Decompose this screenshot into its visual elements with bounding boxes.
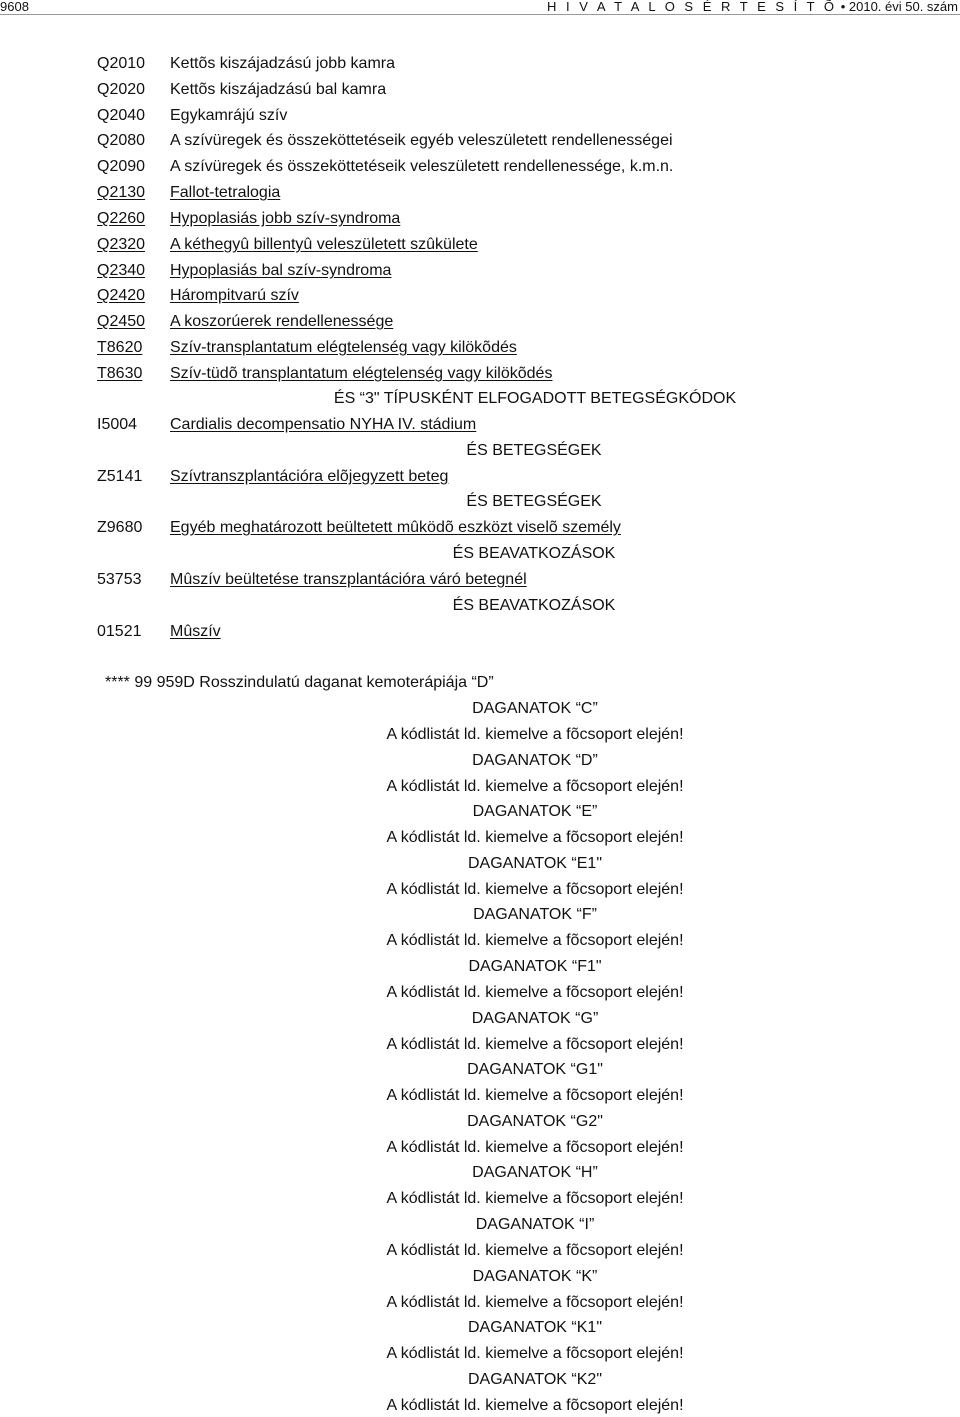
journal-issue (547, 0, 958, 13)
codelist-note: A kódlistát ld. kiemelve a fõcsoport elején! (386, 1397, 684, 1414)
code-z9680: Z9680 (97, 519, 143, 536)
codelist-note: A kódlistát ld. kiemelve a fõcsoport elején! (386, 778, 684, 795)
daganatok-label: DAGANATOK “F1" (468, 958, 602, 975)
description-cell: Kettõs kiszájadzású bal kamra (170, 81, 387, 98)
code-cell: T8630 (97, 365, 143, 382)
description-cell: A kéthegyû billentyû veleszületett szûkülete (170, 236, 478, 253)
daganatok-label: DAGANATOK “E” (472, 803, 598, 820)
description-cell: A szívüregek és összeköttetéseik egyéb veleszületett rendellenességei (170, 132, 673, 149)
daganatok-label: DAGANATOK “F” (473, 906, 597, 923)
section-heading-beavatkozasok-1: ÉS BEAVATKOZÁSOK (452, 545, 616, 562)
code-cell: Q2340 (97, 262, 146, 279)
description-cell: Fallot-tetralogia (170, 184, 281, 201)
description-cell: Kettõs kiszájadzású jobb kamra (170, 55, 395, 72)
code-01521: 01521 (97, 623, 142, 640)
star-line: **** 99 959D Rosszindulatú daganat kemoterápiája “D” (105, 674, 494, 691)
codelist-note: A kódlistát ld. kiemelve a fõcsoport elején! (386, 1190, 684, 1207)
daganatok-label: DAGANATOK “D” (472, 752, 598, 769)
description-cell: Hypoplasiás jobb szív-syndroma (170, 210, 401, 227)
daganatok-label: DAGANATOK “H” (472, 1164, 598, 1181)
code-i5004: I5004 (97, 416, 138, 433)
page-header (0, 0, 960, 15)
code-cell: Q2450 (97, 313, 146, 330)
daganatok-label: DAGANATOK “E1" (467, 855, 602, 872)
issue-label: 2010. évi 50. szám (848, 0, 958, 14)
codelist-note: A kódlistát ld. kiemelve a fõcsoport elején! (386, 932, 684, 949)
desc-z5141: Szívtranszplantációra elõjegyzett beteg (170, 468, 449, 485)
codelist-note: A kódlistát ld. kiemelve a fõcsoport elején! (386, 984, 684, 1001)
daganatok-label: DAGANATOK “G2" (467, 1113, 603, 1130)
desc-01521: Mûszív (170, 623, 221, 640)
codelist-note: A kódlistát ld. kiemelve a fõcsoport elején! (386, 881, 684, 898)
daganatok-label: DAGANATOK “G1" (467, 1061, 603, 1078)
code-cell: Q2130 (97, 184, 146, 201)
code-cell: Q2020 (97, 81, 146, 98)
codelist-note: A kódlistát ld. kiemelve a fõcsoport elején! (386, 1036, 684, 1053)
bullet-separator: • (840, 0, 846, 14)
description-cell: Szív-tüdõ transplantatum elégtelenség vagy kilökõdés (170, 365, 553, 382)
codelist-note: A kódlistát ld. kiemelve a fõcsoport elején! (386, 1087, 684, 1104)
codelist-note: A kódlistát ld. kiemelve a fõcsoport elején! (386, 829, 684, 846)
daganatok-label: DAGANATOK “I” (475, 1216, 595, 1233)
description-cell: Egykamrájú szív (170, 107, 288, 124)
description-cell: Hárompitvarú szív (170, 287, 299, 304)
code-cell: Q2260 (97, 210, 146, 227)
daganatok-label: DAGANATOK “K2" (467, 1371, 602, 1388)
daganatok-label: DAGANATOK “G” (471, 1010, 599, 1027)
desc-53753: Mûszív beültetése transzplantációra váró betegnél (170, 571, 527, 588)
code-cell: Q2320 (97, 236, 146, 253)
daganatok-label: DAGANATOK “K1" (467, 1319, 602, 1336)
description-cell: A szívüregek és összeköttetéseik veleszületett rendellenessége, k.m.n. (170, 158, 674, 175)
page-number: 9608 (0, 0, 29, 14)
section-heading-betegsegek-2: ÉS BETEGSÉGEK (466, 493, 602, 510)
codelist-note: A kódlistát ld. kiemelve a fõcsoport elején! (386, 1139, 684, 1156)
code-cell: T8620 (97, 339, 143, 356)
daganatok-label: DAGANATOK “C” (472, 700, 598, 717)
code-cell: Q2040 (97, 107, 146, 124)
codelist-note: A kódlistát ld. kiemelve a fõcsoport elején! (386, 1345, 684, 1362)
desc-z9680: Egyéb meghatározott beültetett mûködõ eszközt viselõ személy (170, 519, 621, 536)
description-cell: Szív-transplantatum elégtelenség vagy kilökõdés (170, 339, 517, 356)
codelist-note: A kódlistát ld. kiemelve a fõcsoport elején! (386, 1242, 684, 1259)
code-cell: Q2420 (97, 287, 146, 304)
code-cell: Q2010 (97, 55, 146, 72)
code-53753: 53753 (97, 571, 142, 588)
description-cell: A koszorúerek rendellenessége (170, 313, 394, 330)
desc-i5004: Cardialis decompensatio NYHA IV. stádium (170, 416, 477, 433)
codelist-note: A kódlistát ld. kiemelve a fõcsoport elején! (386, 1294, 684, 1311)
description-cell: Hypoplasiás bal szív-syndroma (170, 262, 392, 279)
section-heading-beavatkozasok-2: ÉS BEAVATKOZÁSOK (452, 597, 616, 614)
section-heading-betegsegek-1: ÉS BETEGSÉGEK (466, 442, 602, 459)
daganatok-label: DAGANATOK “K” (472, 1268, 598, 1285)
section-heading-type3: ÉS “3" TÍPUSKÉNT ELFOGADOTT BETEGSÉGKÓDOK (333, 390, 737, 407)
code-z5141: Z5141 (97, 468, 143, 485)
journal-title: H I V A T A L O S É R T E S Í T Õ (547, 0, 838, 14)
code-cell: Q2090 (97, 158, 146, 175)
code-cell: Q2080 (97, 132, 146, 149)
codelist-note: A kódlistát ld. kiemelve a fõcsoport elején! (386, 726, 684, 743)
